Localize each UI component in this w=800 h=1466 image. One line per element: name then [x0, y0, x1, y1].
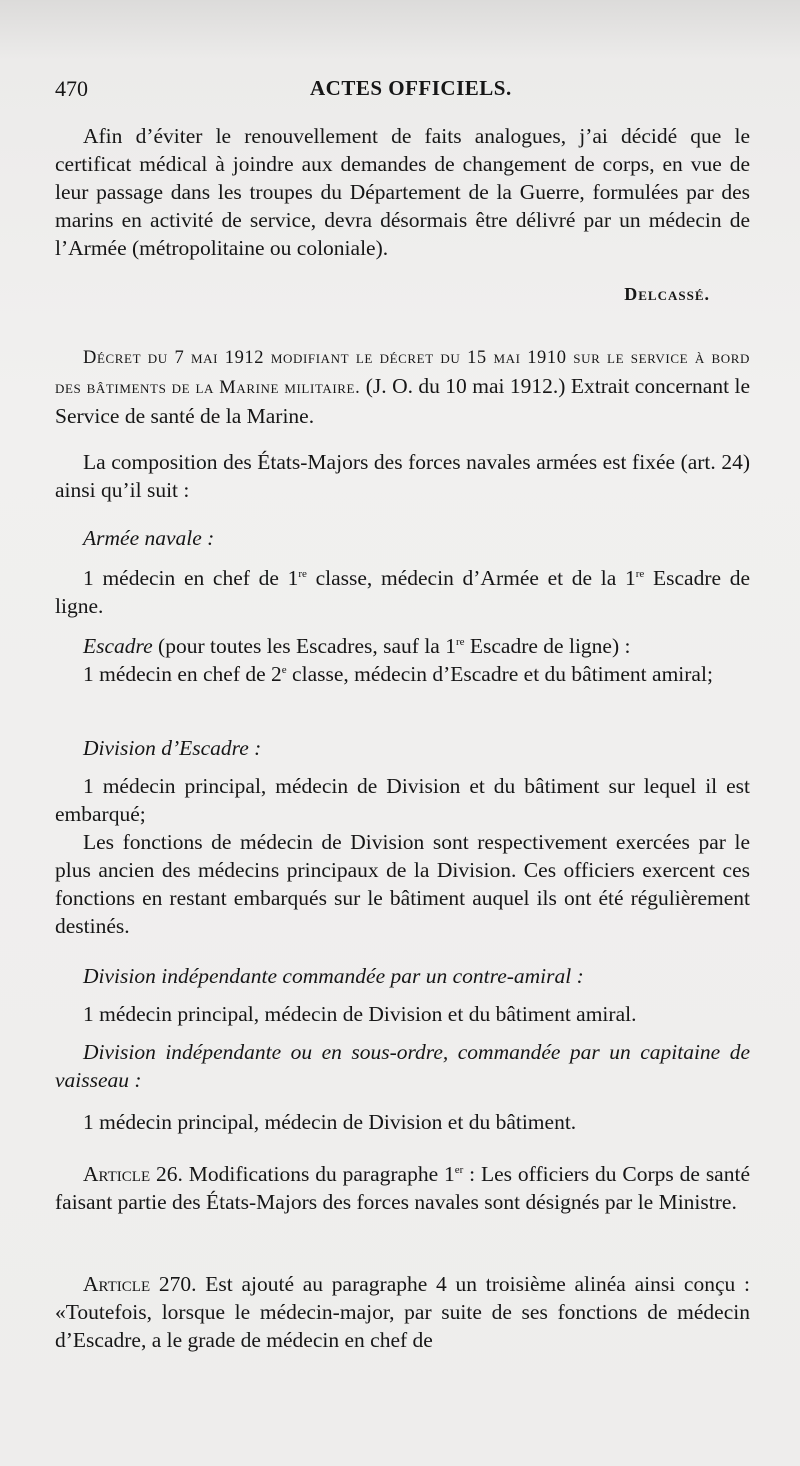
armee-navale-text: 1 médecin en chef de 1re classe, médecin d’Armée et de la 1re Escadre de ligne. [55, 566, 751, 618]
division-independante-text: 1 médecin principal, médecin de Division et du bâtiment amiral. [83, 1002, 637, 1026]
armee-navale-block [55, 564, 750, 620]
composition-text: La composition des États-Majors des forces navales armées est fixée (art. 24) ainsi qu’il suit : [55, 450, 750, 502]
decree-reference: (J. O. du 10 mai 1912.) Extrait concernant le Service de santé de la Marine. [55, 374, 751, 428]
escadre-block [55, 632, 750, 688]
escadre-heading: Escadre (pour toutes les Escadres, sauf la 1re Escadre de ligne) : [83, 634, 631, 658]
decree-title: Décret du 7 mai 1912 modifiant le décret du 15 mai 1910 sur le service à bord des bâtiments de la Marine militaire. [55, 348, 750, 398]
division-independante-heading: Division indépendante commandée par un contre-amiral : [83, 964, 584, 988]
article-26-text: Article 26. Modifications du paragraphe 1er : Les officiers du Corps de santé faisant partie des États-Majors des forces navales sont désignés par le Ministre. [55, 1162, 750, 1214]
division-escadre-fonctions: Les fonctions de médecin de Division sont respectivement exercées par le plus ancien des médecins principaux de la Division. Ces officiers exercent ces fonctions en restant embarqués sur le bâtiment auquel ils ont été régulièrement destinés. [55, 830, 750, 938]
running-title: ACTES OFFICIELS. [310, 76, 512, 100]
paragraph-afin [55, 122, 750, 262]
division-sous-ordre-block [55, 1038, 750, 1094]
article-270-label: Article 270. [83, 1272, 197, 1296]
article-270-block [55, 1270, 750, 1354]
page-header [55, 76, 760, 110]
division-independante-body [55, 1000, 750, 1028]
division-sous-ordre-heading: Division indépendante ou en sous-ordre, commandée par un capitaine de vaisseau : [55, 1040, 750, 1092]
article-26-label: Article 26. [83, 1162, 183, 1186]
division-sous-ordre-text: 1 médecin principal, médecin de Division et du bâtiment. [83, 1110, 577, 1134]
article-26-block [55, 1160, 750, 1216]
division-escadre-body [55, 772, 750, 940]
composition-block [55, 448, 750, 504]
armee-navale-heading: Armée navale : [83, 526, 215, 550]
escadre-text: 1 médecin en chef de 2e classe, médecin d’Escadre et du bâtiment amiral; [83, 662, 713, 686]
paragraph-text: Afin d’éviter le renouvellement de faits analogues, j’ai décidé que le certificat médical à joindre aux demandes de changement de corps, en vue de leur passage dans les troupes du Département de la Guerre, formulées par des marins en activité de service, devra désormais être délivré par un médecin de l’Armée (métropolitaine ou coloniale). [55, 124, 750, 260]
article-270-text: Article 270. Est ajouté au paragraphe 4 un troisième alinéa ainsi conçu : «Toutefois, lorsque le médecin-major, par suite de ses fonctions de médecin d’Escadre, a le grade de médecin en chef de [55, 1272, 750, 1352]
page-number: 470 [55, 76, 88, 101]
division-escadre-block [55, 734, 750, 762]
signature: Delcassé. [624, 284, 710, 304]
armee-navale-heading-block [55, 524, 750, 552]
division-escadre-text: 1 médecin principal, médecin de Division et du bâtiment sur lequel il est embarqué; [55, 774, 750, 826]
decree-heading [55, 342, 750, 430]
division-independante-block [55, 962, 750, 990]
decree-block [55, 342, 750, 430]
division-sous-ordre-body [55, 1108, 750, 1136]
division-escadre-heading: Division d’Escadre : [83, 736, 262, 760]
